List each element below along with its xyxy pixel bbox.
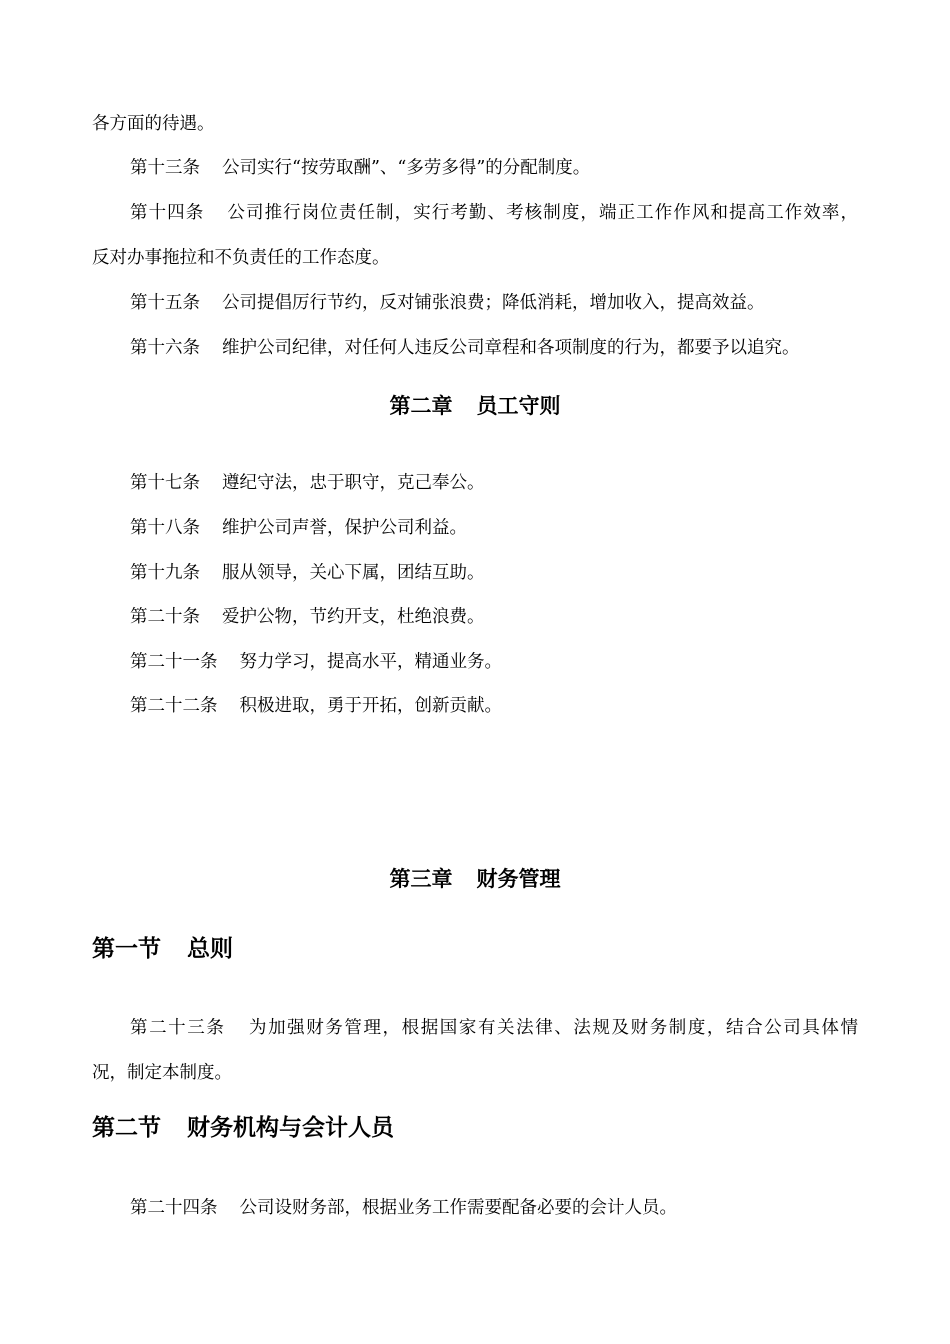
article-text: 爱护公物，节约开支，杜绝浪费。 bbox=[222, 607, 485, 627]
section-title: 财务机构与会计人员 bbox=[187, 1115, 394, 1141]
article-text: 公司推行岗位责任制，实行考勤、考核制度，端正工作作风和提高工作效率， bbox=[226, 203, 859, 223]
section-number: 第一节 bbox=[92, 936, 161, 962]
chapter-2-heading bbox=[0, 392, 950, 420]
article-text: 公司设财务部，根据业务工作需要配备必要的会计人员。 bbox=[239, 1198, 677, 1218]
chapter-number: 第二章 bbox=[389, 394, 453, 418]
article-20 bbox=[130, 605, 485, 629]
article-24 bbox=[130, 1196, 677, 1220]
section-2-heading bbox=[92, 1113, 394, 1143]
article-number: 第十五条 bbox=[130, 293, 200, 313]
article-23-continuation bbox=[92, 1061, 232, 1085]
article-14 bbox=[130, 201, 858, 225]
article-number: 第十七条 bbox=[130, 473, 200, 493]
article-number: 第十三条 bbox=[130, 158, 200, 178]
article-number: 第十四条 bbox=[130, 203, 205, 223]
section-1-heading bbox=[92, 934, 233, 964]
article-text: 为加强财务管理，根据国家有关法律、法规及财务制度，结合公司具体情 bbox=[247, 1018, 858, 1038]
article-16 bbox=[130, 336, 800, 360]
article-18 bbox=[130, 516, 467, 540]
article-number: 第二十一条 bbox=[130, 652, 218, 672]
section-number: 第二节 bbox=[92, 1115, 161, 1141]
article-text: 维护公司声誉，保护公司利益。 bbox=[222, 518, 467, 538]
article-number: 第十九条 bbox=[130, 563, 200, 583]
article-text: 公司提倡厉行节约，反对铺张浪费；降低消耗，增加收入，提高效益。 bbox=[222, 293, 765, 313]
article-text-continuation: 反对办事拖拉和不负责任的工作态度。 bbox=[92, 248, 390, 268]
article-number: 第二十三条 bbox=[130, 1018, 226, 1038]
article-number: 第十六条 bbox=[130, 338, 200, 358]
chapter-title: 财务管理 bbox=[476, 867, 561, 891]
article-number: 第二十二条 bbox=[130, 696, 218, 716]
article-13 bbox=[130, 156, 590, 180]
article-number: 第二十四条 bbox=[130, 1198, 218, 1218]
article-19 bbox=[130, 561, 485, 585]
chapter-title: 员工守则 bbox=[476, 394, 561, 418]
article-17 bbox=[130, 471, 485, 495]
article-text: 努力学习，提高水平，精通业务。 bbox=[239, 652, 502, 672]
chapter-number: 第三章 bbox=[389, 867, 453, 891]
article-text: 公司实行“按劳取酬”、“多劳多得”的分配制度。 bbox=[222, 158, 591, 178]
paragraph-continuation bbox=[92, 112, 215, 136]
article-text: 积极进取，勇于开拓，创新贡献。 bbox=[239, 696, 502, 716]
article-number: 第二十条 bbox=[130, 607, 200, 627]
article-text: 遵纪守法，忠于职守，克己奉公。 bbox=[222, 473, 485, 493]
paragraph-text: 各方面的待遇。 bbox=[92, 114, 215, 134]
section-title: 总则 bbox=[187, 936, 233, 962]
article-15 bbox=[130, 291, 765, 315]
article-text-continuation: 况，制定本制度。 bbox=[92, 1063, 232, 1083]
article-22 bbox=[130, 694, 502, 718]
chapter-3-heading bbox=[0, 865, 950, 893]
article-14-continuation bbox=[92, 246, 390, 270]
article-21 bbox=[130, 650, 502, 674]
article-number: 第十八条 bbox=[130, 518, 200, 538]
article-text: 服从领导，关心下属，团结互助。 bbox=[222, 563, 485, 583]
article-text: 维护公司纪律，对任何人违反公司章程和各项制度的行为，都要予以追究。 bbox=[222, 338, 800, 358]
article-23 bbox=[130, 1016, 858, 1040]
